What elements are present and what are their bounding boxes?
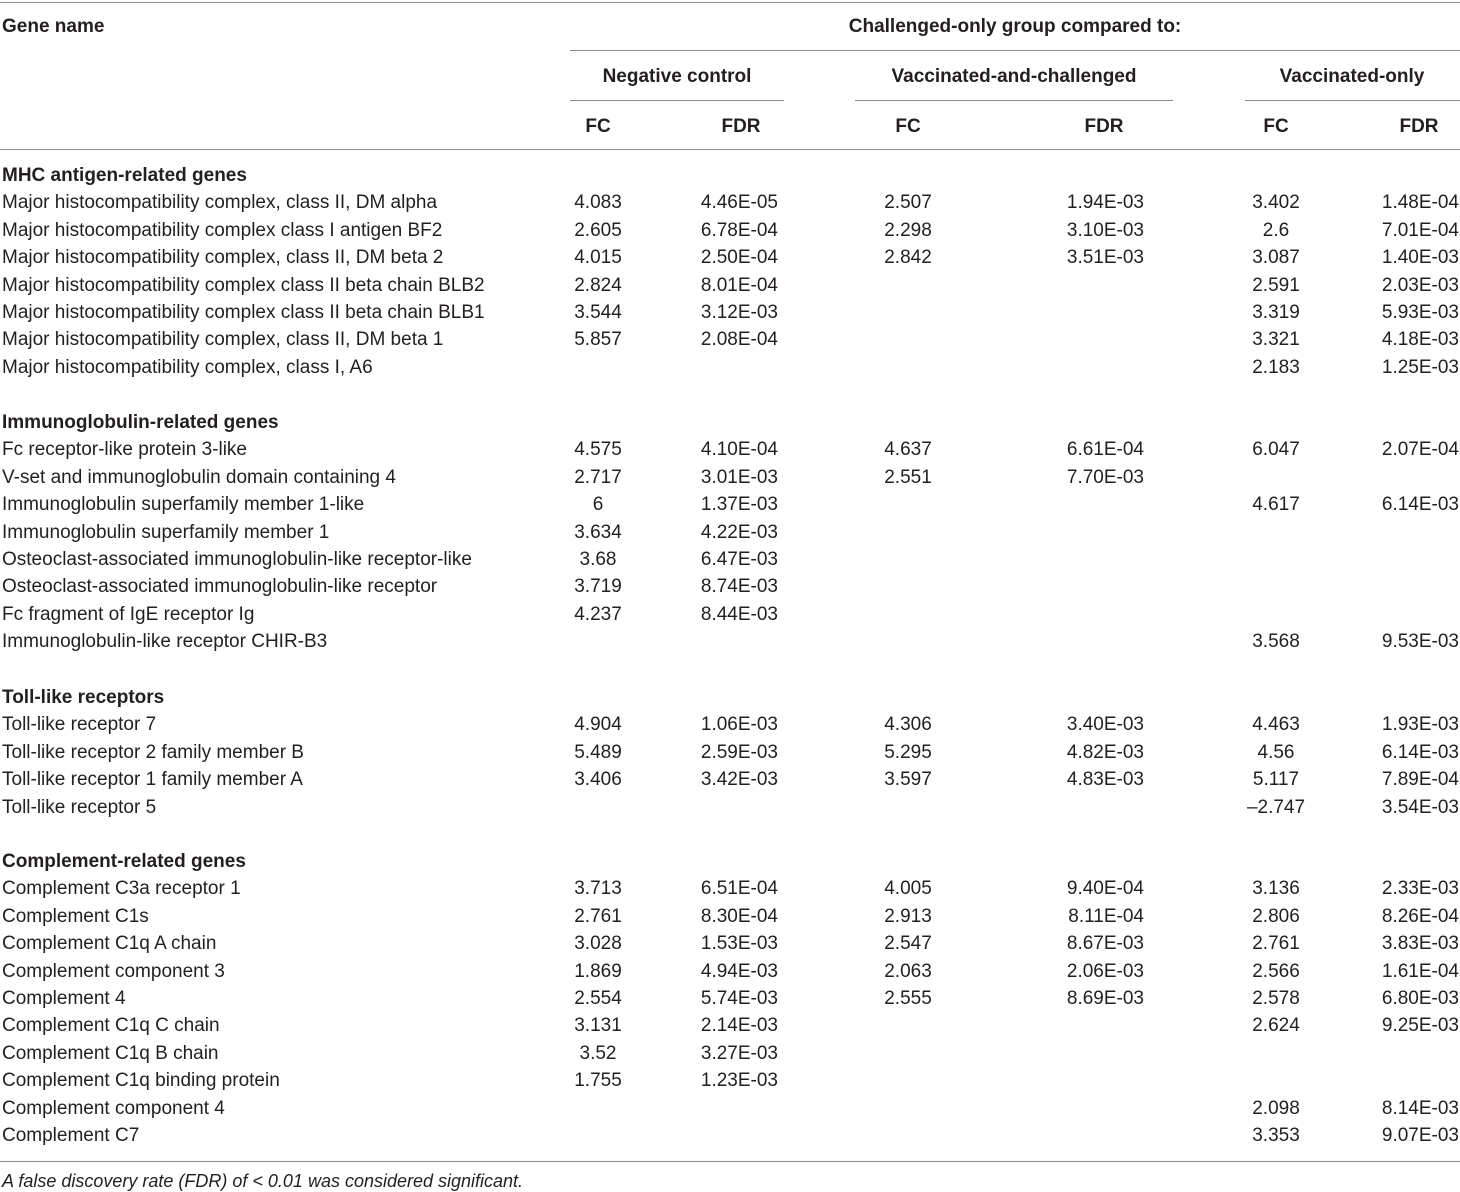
footnote: A false discovery rate (FDR) of < 0.01 was considered significant. [2,1171,524,1191]
cell-vo-fc: 5.117 [1252,769,1300,791]
cell-nc-fc: 3.028 [574,933,622,955]
fdr-header: FDR [1399,116,1439,137]
cell-nc-fdr: 4.10E-04 [700,439,778,461]
cell-nc-fdr: 2.08E-04 [700,329,778,351]
gene-name: Complement component 4 [2,1097,225,1119]
cell-vc-fc: 2.551 [884,466,932,488]
cell-vo-fdr: 9.25E-03 [1381,1015,1459,1037]
cell-vo-fdr: 6.14E-03 [1381,741,1459,763]
gene-name: Toll-like receptor 1 family member A [2,769,303,791]
cell-nc-fc: 3.52 [579,1042,617,1064]
rule-negative-control [570,100,784,101]
cell-vo-fc: 3.136 [1252,878,1300,900]
cell-nc-fc: 2.717 [574,466,622,488]
cell-vc-fdr: 8.11E-04 [1068,905,1144,927]
fdr-header: FDR [721,116,761,137]
cell-vc-fc: 5.295 [884,741,932,763]
gene-name: Major histocompatibility complex, class II, DM alpha [2,192,438,214]
cell-vo-fc: 2.591 [1252,274,1300,296]
cell-vo-fdr: 7.01E-04 [1381,219,1459,241]
group-title: Challenged-only group compared to: [848,16,1182,37]
gene-name: Complement C1q binding protein [2,1070,280,1092]
cell-vo-fc: 4.463 [1252,714,1300,736]
cell-nc-fc: 2.605 [574,219,622,241]
cell-vc-fc: 2.555 [884,988,932,1009]
cell-nc-fc: 4.904 [574,714,622,736]
cell-vo-fc: 2.578 [1252,988,1300,1009]
cell-nc-fc: 3.131 [574,1015,622,1037]
cell-nc-fc: 3.713 [574,878,622,900]
cell-vo-fdr: 8.14E-03 [1381,1097,1459,1119]
cell-vc-fdr: 7.70E-03 [1066,466,1144,488]
gene-name: V-set and immunoglobulin domain containing 4 [2,466,396,488]
gene-name: Toll-like receptor 7 [2,714,157,736]
cell-vo-fdr: 7.89E-04 [1381,769,1459,791]
cell-vo-fdr: 9.53E-03 [1381,631,1459,653]
cell-vo-fc: 2.6 [1262,219,1290,241]
cell-vc-fc: 4.637 [884,439,932,461]
cell-nc-fdr: 8.44E-03 [700,603,778,625]
cell-vc-fdr: 9.40E-04 [1066,878,1144,900]
cell-vc-fdr: 4.83E-03 [1066,769,1144,791]
gene-name: Major histocompatibility complex class II beta chain BLB2 [2,274,485,296]
cell-vo-fdr: 6.80E-03 [1381,988,1459,1009]
cell-vo-fc: 6.047 [1252,439,1300,461]
cell-vc-fc: 2.298 [884,219,932,241]
gene-name: Osteoclast-associated immunoglobulin-like receptor-like [2,549,472,570]
cell-vc-fdr: 4.82E-03 [1066,741,1144,763]
cell-vo-fc: 2.761 [1252,933,1300,955]
cell-nc-fdr: 3.42E-03 [700,769,778,791]
gene-name: Complement 4 [2,988,126,1009]
cell-nc-fdr: 8.01E-04 [700,274,778,296]
cell-nc-fdr: 6.51E-04 [700,878,778,900]
cell-nc-fc: 3.68 [579,549,617,570]
cell-vo-fdr: 1.61E-04 [1381,960,1459,982]
header-bottom-rule [0,149,1460,150]
gene-name: Immunoglobulin superfamily member 1-like [2,494,365,516]
cell-vc-fc: 3.597 [884,769,932,791]
fc-header: FC [585,116,611,137]
cell-vc-fc: 2.507 [884,192,932,214]
group-rule [570,50,1460,51]
cell-nc-fdr: 2.50E-04 [700,247,778,269]
cell-nc-fc: 4.083 [574,192,622,214]
cell-nc-fc: 3.634 [574,521,622,543]
fdr-header: FDR [1084,116,1124,137]
cell-nc-fdr: 3.12E-03 [700,302,778,323]
cell-nc-fdr: 4.22E-03 [700,521,778,543]
gene-name: Immunoglobulin-like receptor CHIR-B3 [2,631,328,653]
cell-nc-fdr: 3.27E-03 [700,1042,778,1064]
gene-name: Major histocompatibility complex, class II, DM beta 2 [2,247,444,269]
cell-vo-fdr: 6.14E-03 [1381,494,1459,516]
cell-nc-fc: 2.761 [574,905,622,927]
cell-nc-fdr: 2.14E-03 [700,1015,778,1037]
cell-vo-fdr: 2.33E-03 [1381,878,1459,900]
cell-vo-fdr: 3.83E-03 [1381,933,1459,955]
cell-vc-fc: 2.547 [884,933,932,955]
gene-name: Complement C7 [2,1125,140,1146]
section-title: Complement-related genes [2,851,246,872]
cell-nc-fc: 3.719 [574,576,622,598]
cell-nc-fdr: 4.94E-03 [700,960,778,982]
cell-vc-fc: 2.063 [884,960,932,982]
cell-vo-fc: 4.56 [1257,741,1295,763]
cell-nc-fc: 4.575 [574,439,622,461]
cell-vo-fdr: 2.03E-03 [1381,274,1459,296]
cell-vc-fdr: 6.61E-04 [1066,439,1144,461]
cell-vc-fc: 4.306 [884,714,932,736]
cell-vo-fc: 3.321 [1252,329,1300,351]
cell-vo-fc: 2.183 [1252,356,1300,378]
section-title: Toll-like receptors [2,687,165,708]
top-rule [0,2,1460,3]
cell-vc-fdr: 3.10E-03 [1066,219,1144,241]
comparison-vaccinated-challenged: Vaccinated-and-challenged [891,66,1137,87]
cell-nc-fc: 5.489 [574,741,622,763]
cell-nc-fc: 2.824 [574,274,622,296]
cell-vo-fc: 3.087 [1252,247,1300,269]
cell-vo-fc: 3.319 [1252,302,1300,323]
cell-vc-fdr: 8.69E-03 [1066,988,1144,1009]
gene-name: Major histocompatibility complex, class II, DM beta 1 [2,329,444,351]
section-title: MHC antigen-related genes [2,165,247,186]
cell-vc-fdr: 3.51E-03 [1066,247,1144,269]
cell-nc-fc: 6 [592,494,604,516]
gene-name: Complement C1q A chain [2,933,217,955]
cell-nc-fc: 5.857 [574,329,622,351]
gene-name: Osteoclast-associated immunoglobulin-like receptor [2,576,438,598]
cell-nc-fdr: 1.06E-03 [700,714,778,736]
cell-nc-fc: 1.755 [574,1070,622,1092]
cell-vo-fc: 4.617 [1252,494,1300,516]
bottom-rule [0,1161,1460,1162]
cell-nc-fdr: 8.74E-03 [700,576,778,598]
gene-name: Toll-like receptor 5 [2,796,157,818]
cell-nc-fc: 4.015 [574,247,622,269]
cell-nc-fc: 2.554 [574,988,622,1009]
cell-nc-fdr: 6.78E-04 [700,219,778,241]
rule-vaccinated-only [1245,100,1460,101]
section-title: Immunoglobulin-related genes [2,412,279,433]
cell-vo-fc: 3.402 [1252,192,1300,214]
cell-vo-fdr: 8.26E-04 [1381,905,1459,927]
cell-vc-fdr: 1.94E-03 [1066,192,1144,214]
cell-nc-fc: 1.869 [574,960,622,982]
cell-vc-fdr: 3.40E-03 [1066,714,1144,736]
cell-vo-fc: 3.568 [1252,631,1300,653]
cell-vo-fc: 2.566 [1252,960,1300,982]
gene-name: Complement C1s [2,905,149,927]
cell-nc-fc: 3.544 [574,302,622,323]
cell-vo-fc: 2.098 [1252,1097,1300,1119]
cell-vc-fc: 2.913 [884,905,932,927]
cell-nc-fdr: 5.74E-03 [700,988,778,1009]
cell-vo-fc: –2.747 [1246,796,1306,818]
cell-vc-fc: 2.842 [884,247,932,269]
cell-vo-fdr: 1.48E-04 [1381,192,1459,214]
cell-vo-fdr: 1.93E-03 [1381,714,1459,736]
cell-vc-fc: 4.005 [884,878,932,900]
gene-name: Major histocompatibility complex class I antigen BF2 [2,219,443,241]
cell-nc-fdr: 4.46E-05 [700,192,778,214]
cell-nc-fdr: 1.53E-03 [700,933,778,955]
fc-header: FC [1263,116,1289,137]
cell-nc-fc: 3.406 [574,769,622,791]
gene-name: Fc fragment of IgE receptor Ig [2,603,255,625]
gene-name: Major histocompatibility complex class II beta chain BLB1 [2,302,485,323]
cell-vo-fc: 2.806 [1252,905,1300,927]
gene-name: Toll-like receptor 2 family member B [2,741,304,763]
gene-name: Complement C1q B chain [2,1042,219,1064]
gene-name: Complement C1q C chain [2,1015,220,1037]
cell-nc-fdr: 8.30E-04 [700,905,778,927]
cell-vo-fdr: 1.40E-03 [1381,247,1459,269]
cell-nc-fdr: 6.47E-03 [700,549,778,570]
cell-vo-fc: 3.353 [1252,1125,1300,1146]
gene-name-header: Gene name [2,16,105,37]
cell-vo-fc: 2.624 [1252,1015,1300,1037]
cell-vo-fdr: 5.93E-03 [1381,302,1459,323]
gene-name: Fc receptor-like protein 3-like [2,439,247,461]
comparison-vaccinated-only: Vaccinated-only [1279,66,1425,87]
gene-name: Complement C3a receptor 1 [2,878,241,900]
cell-vo-fdr: 9.07E-03 [1381,1125,1459,1146]
rule-vaccinated-challenged [855,100,1173,101]
cell-nc-fdr: 2.59E-03 [700,741,778,763]
cell-nc-fdr: 1.37E-03 [700,494,778,516]
comparison-negative-control: Negative control [602,66,752,87]
cell-nc-fdr: 3.01E-03 [700,466,778,488]
cell-vo-fdr: 3.54E-03 [1381,796,1459,818]
cell-vc-fdr: 8.67E-03 [1066,933,1144,955]
cell-vc-fdr: 2.06E-03 [1066,960,1144,982]
gene-name: Major histocompatibility complex, class I, A6 [2,356,373,378]
cell-vo-fdr: 1.25E-03 [1381,356,1459,378]
gene-name: Immunoglobulin superfamily member 1 [2,521,330,543]
cell-nc-fdr: 1.23E-03 [700,1070,778,1092]
fc-header: FC [895,116,921,137]
cell-vo-fdr: 4.18E-03 [1381,329,1459,351]
cell-vo-fdr: 2.07E-04 [1381,439,1459,461]
gene-name: Complement component 3 [2,960,225,982]
cell-nc-fc: 4.237 [574,603,622,625]
